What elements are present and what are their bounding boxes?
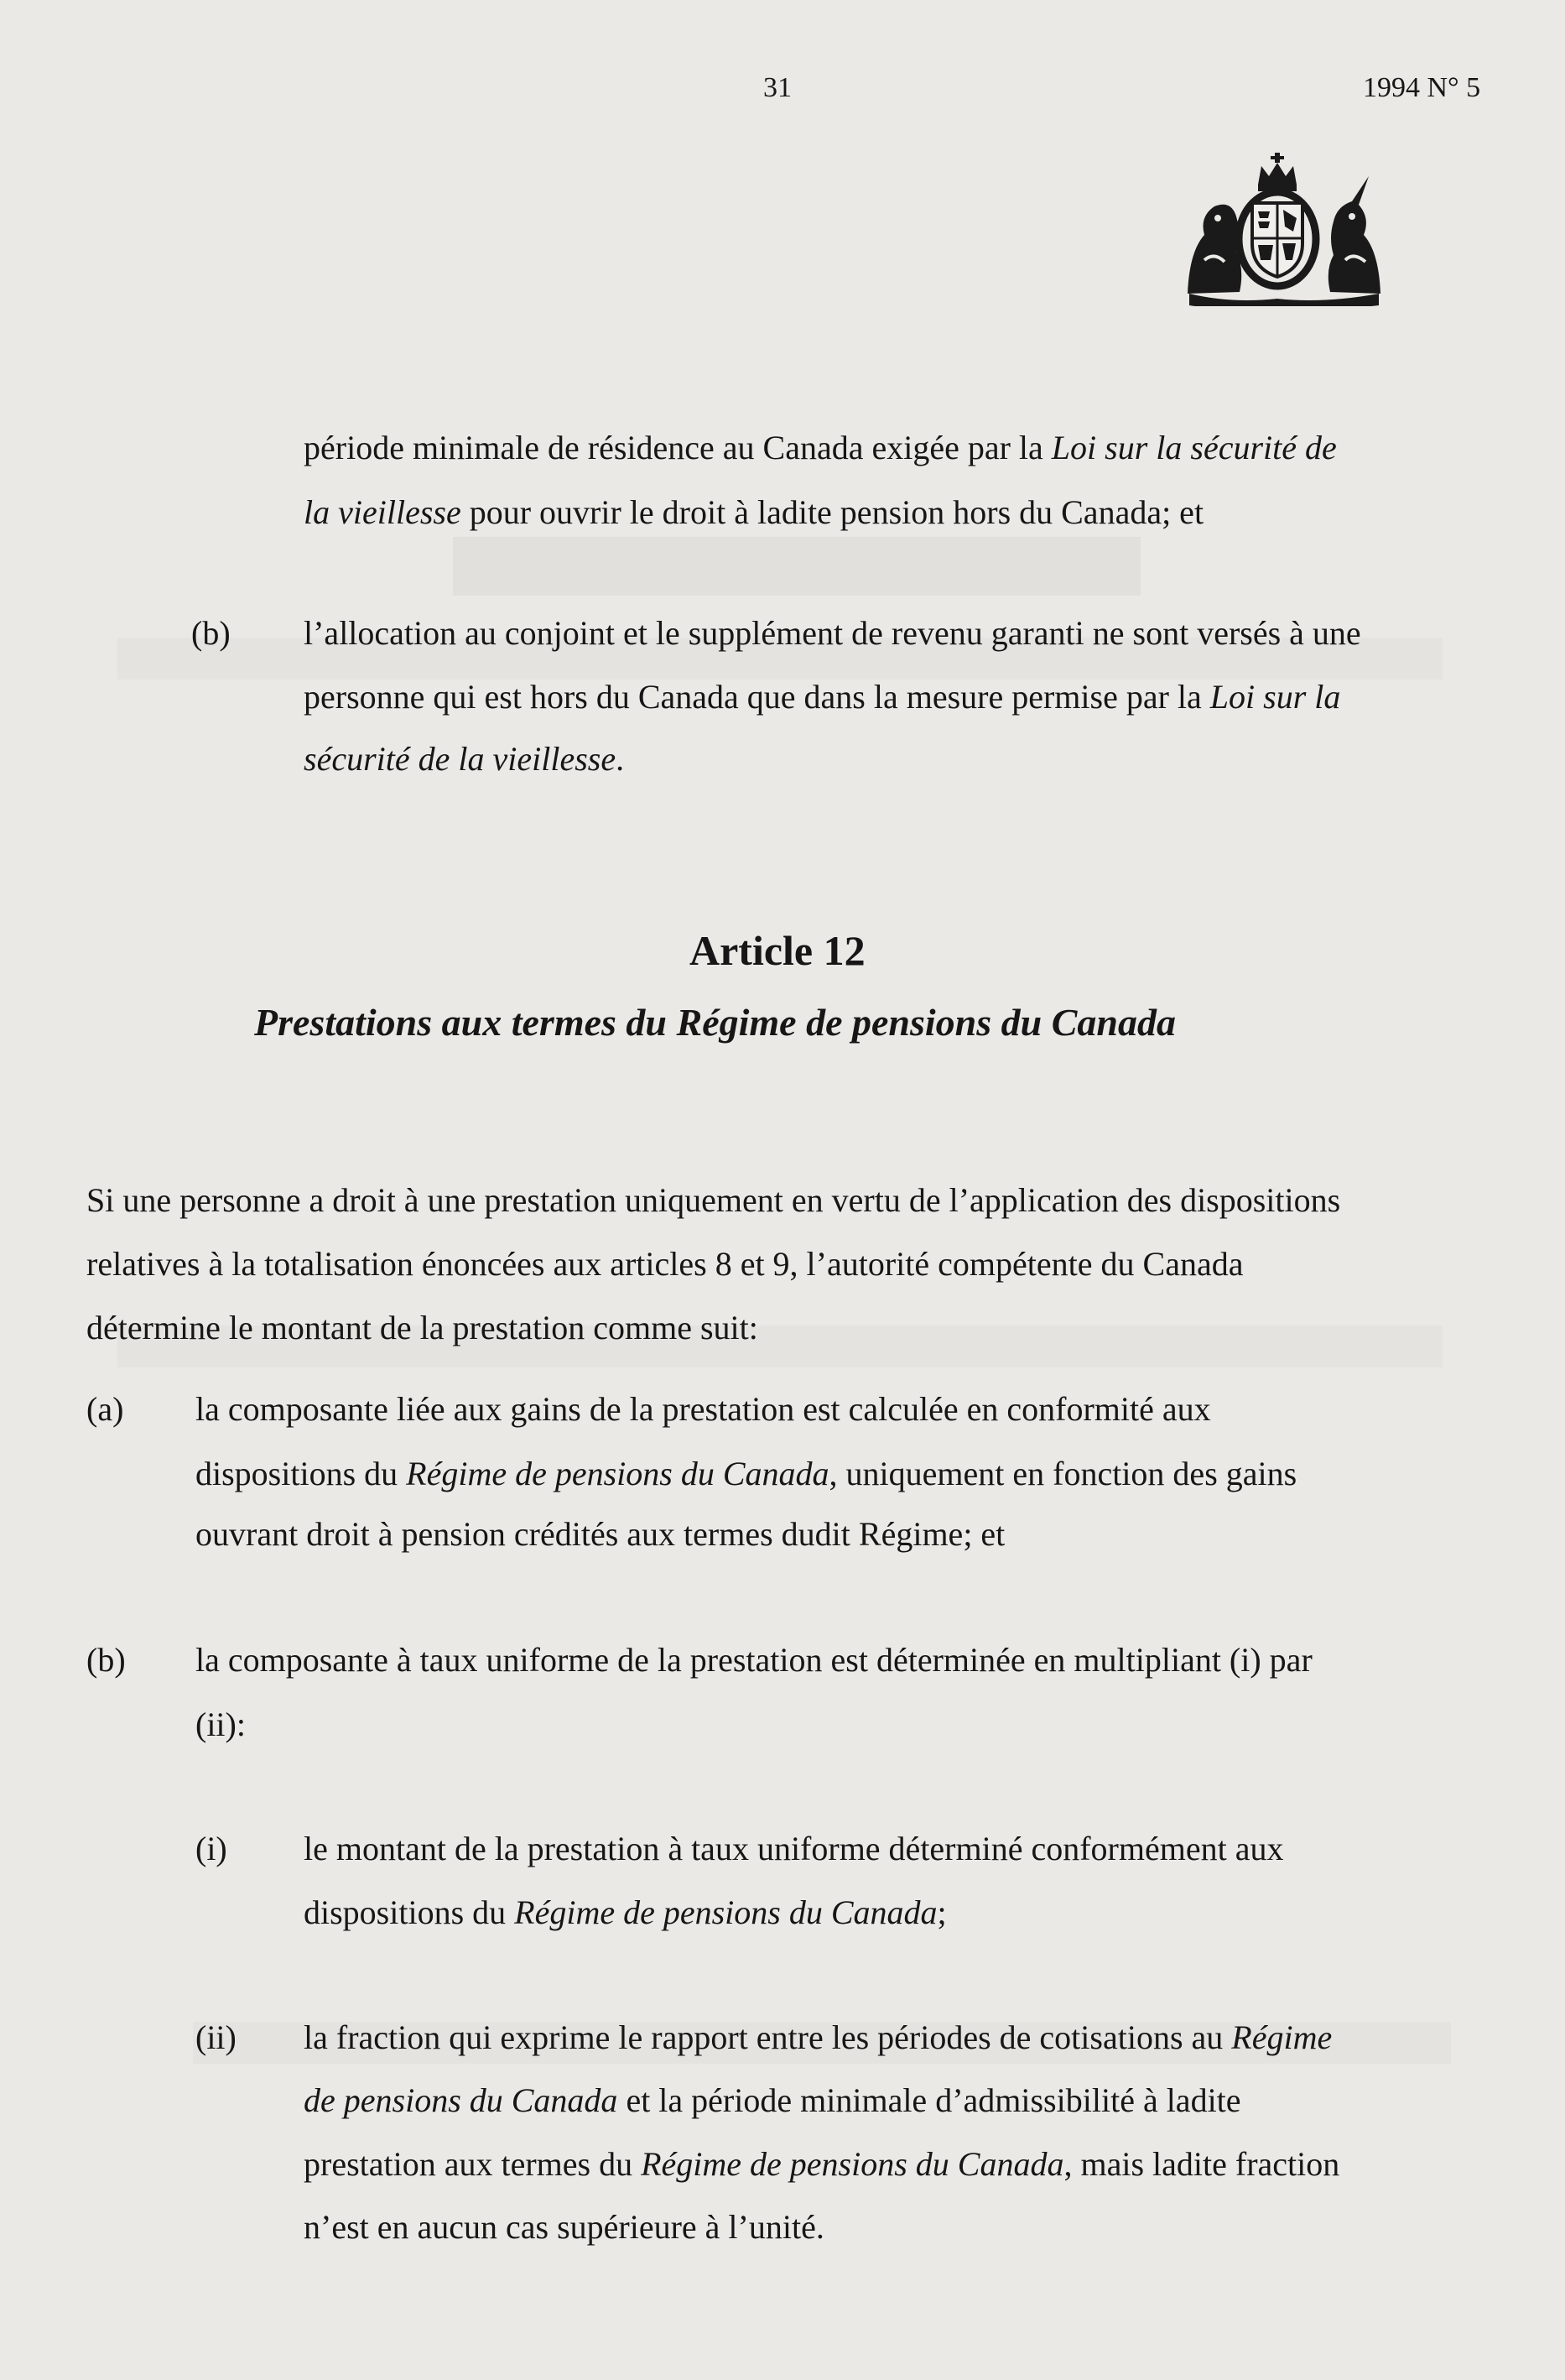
royal-coat-of-arms-icon [1181,151,1386,306]
list-item-line: personne qui est hors du Canada que dans la mesure permise par la Loi sur la [304,678,1341,716]
list-item-line: l’allocation au conjoint et le supplément de revenu garanti ne sont versés à une [304,614,1361,652]
sub-list-marker: (ii) [195,2018,237,2056]
intro-line: détermine le montant de la prestation comme suit: [86,1309,758,1346]
list-item-line: dispositions du Régime de pensions du Canada, uniquement en fonction des gains [195,1455,1297,1492]
bleed-through-shadow [453,537,1141,596]
page-number: 31 [763,72,792,103]
sub-list-item-line: n’est en aucun cas supérieure à l’unité. [304,2208,824,2246]
article-title: Article 12 [689,927,866,974]
intro-line: relatives à la totalisation énoncées aux articles 8 et 9, l’autorité compétente du Canada [86,1245,1244,1283]
sub-list-item-line: la fraction qui exprime le rapport entre les périodes de cotisations au Régime [304,2018,1333,2056]
sub-list-item-line: le montant de la prestation à taux uniforme déterminé conformément aux [304,1830,1284,1867]
list-marker: (b) [86,1641,126,1679]
sub-list-item-line: prestation aux termes du Régime de pensions du Canada, mais ladite fraction [304,2145,1340,2183]
sub-list-item-line: de pensions du Canada et la période minimale d’admissibilité à ladite [304,2081,1241,2119]
intro-line: Si une personne a droit à une prestation uniquement en vertu de l’application des dispositions [86,1181,1341,1219]
list-item-line: sécurité de la vieillesse. [304,740,625,778]
document-reference: 1994 N° 5 [1363,72,1481,103]
article-subtitle: Prestations aux termes du Régime de pensions du Canada [254,1001,1177,1044]
list-item-line: la composante à taux uniforme de la prestation est déterminée en multipliant (i) par [195,1641,1313,1679]
list-item-line: la composante liée aux gains de la prestation est calculée en conformité aux [195,1390,1211,1428]
list-marker: (a) [86,1390,124,1428]
list-item-line: (ii): [195,1706,246,1743]
list-item-line: ouvrant droit à pension crédités aux termes dudit Régime; et [195,1515,1006,1553]
sub-list-item-line: dispositions du Régime de pensions du Canada; [304,1893,947,1931]
list-marker: (b) [191,614,231,652]
continuation-line: la vieillesse pour ouvrir le droit à ladite pension hors du Canada; et [304,493,1204,531]
sub-list-marker: (i) [195,1830,227,1867]
continuation-line: période minimale de résidence au Canada exigée par la Loi sur la sécurité de [304,429,1337,466]
